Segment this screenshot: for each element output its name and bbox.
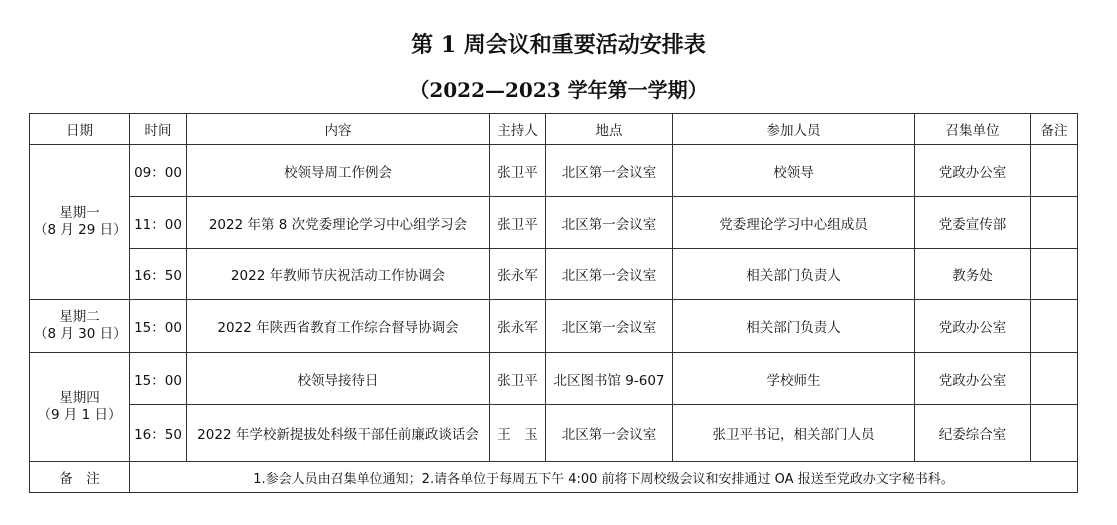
day-date: （8 月 29 日） bbox=[34, 222, 127, 238]
content-cell: 校领导接待日 bbox=[187, 353, 490, 405]
header-place: 地点 bbox=[546, 114, 673, 145]
table-row bbox=[30, 145, 1078, 197]
organizer-cell: 党政办公室 bbox=[915, 145, 1031, 197]
remark-cell bbox=[1031, 249, 1078, 300]
host-cell: 张卫平 bbox=[490, 145, 546, 197]
page-title: 第 1 周会议和重要活动安排表 bbox=[411, 32, 706, 58]
note-text: 1.参会人员由召集单位通知；2.请各单位于每周五下午 4:00 前将下周校级会议和安排通过 OA 报送至党政办文字秘书科。 bbox=[130, 462, 1078, 493]
participants-cell: 党委理论学习中心组成员 bbox=[673, 197, 915, 249]
day-name: 星期二 bbox=[59, 309, 100, 325]
organizer-cell: 党政办公室 bbox=[915, 300, 1031, 353]
place-cell: 北区第一会议室 bbox=[546, 197, 673, 249]
place-cell: 北区图书馆 9-607 bbox=[546, 353, 673, 405]
remark-cell bbox=[1031, 145, 1078, 197]
header-participants: 参加人员 bbox=[673, 114, 915, 145]
time-cell: 16：50 bbox=[130, 249, 187, 300]
content-cell: 2022 年学校新提拔处科级干部任前廉政谈话会 bbox=[187, 405, 490, 462]
time-cell: 11：00 bbox=[130, 197, 187, 249]
remark-cell bbox=[1031, 405, 1078, 462]
table-row bbox=[30, 300, 1078, 353]
table-header-row bbox=[30, 114, 1078, 145]
host-cell: 王 玉 bbox=[490, 405, 546, 462]
place-cell: 北区第一会议室 bbox=[546, 145, 673, 197]
place-cell: 北区第一会议室 bbox=[546, 405, 673, 462]
note-row bbox=[30, 462, 1078, 493]
organizer-cell: 教务处 bbox=[915, 249, 1031, 300]
time-cell: 15：00 bbox=[130, 353, 187, 405]
host-cell: 张永军 bbox=[490, 249, 546, 300]
organizer-cell: 党委宣传部 bbox=[915, 197, 1031, 249]
content-cell: 2022 年陕西省教育工作综合督导协调会 bbox=[187, 300, 490, 353]
table-row bbox=[30, 405, 1078, 462]
participants-cell: 张卫平书记，相关部门人员 bbox=[673, 405, 915, 462]
header-organizer: 召集单位 bbox=[915, 114, 1031, 145]
time-cell: 16：50 bbox=[130, 405, 187, 462]
content-cell: 2022 年教师节庆祝活动工作协调会 bbox=[187, 249, 490, 300]
header-host: 主持人 bbox=[490, 114, 546, 145]
content-cell: 2022 年第 8 次党委理论学习中心组学习会 bbox=[187, 197, 490, 249]
note-label: 备 注 bbox=[30, 462, 130, 493]
table-row bbox=[30, 197, 1078, 249]
participants-cell: 相关部门负责人 bbox=[673, 300, 915, 353]
participants-cell: 相关部门负责人 bbox=[673, 249, 915, 300]
host-cell: 张永军 bbox=[490, 300, 546, 353]
page-subtitle: （2022—2023 学年第一学期） bbox=[409, 78, 708, 102]
remark-cell bbox=[1031, 353, 1078, 405]
schedule-table bbox=[29, 113, 1078, 493]
day-cell bbox=[30, 353, 130, 462]
content-cell: 校领导周工作例会 bbox=[187, 145, 490, 197]
header-time: 时间 bbox=[130, 114, 187, 145]
host-cell: 张卫平 bbox=[490, 197, 546, 249]
day-name: 星期四 bbox=[59, 390, 100, 406]
day-cell bbox=[30, 300, 130, 353]
day-name: 星期一 bbox=[59, 205, 100, 221]
day-date: （9 月 1 日） bbox=[37, 407, 122, 423]
day-cell bbox=[30, 145, 130, 300]
header-date: 日期 bbox=[30, 114, 130, 145]
table-row bbox=[30, 249, 1078, 300]
place-cell: 北区第一会议室 bbox=[546, 249, 673, 300]
organizer-cell: 党政办公室 bbox=[915, 353, 1031, 405]
host-cell: 张卫平 bbox=[490, 353, 546, 405]
header-remark: 备注 bbox=[1031, 114, 1078, 145]
day-date: （8 月 30 日） bbox=[34, 326, 127, 342]
table-row bbox=[30, 353, 1078, 405]
participants-cell: 学校师生 bbox=[673, 353, 915, 405]
header-content: 内容 bbox=[187, 114, 490, 145]
remark-cell bbox=[1031, 197, 1078, 249]
time-cell: 15：00 bbox=[130, 300, 187, 353]
time-cell: 09：00 bbox=[130, 145, 187, 197]
participants-cell: 校领导 bbox=[673, 145, 915, 197]
place-cell: 北区第一会议室 bbox=[546, 300, 673, 353]
organizer-cell: 纪委综合室 bbox=[915, 405, 1031, 462]
remark-cell bbox=[1031, 300, 1078, 353]
